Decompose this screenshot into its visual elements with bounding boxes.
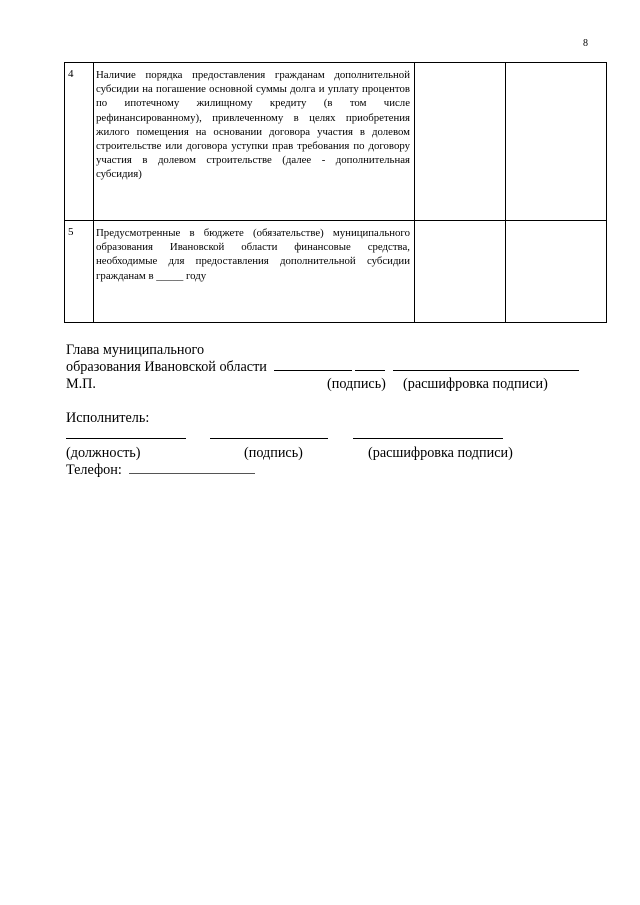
- executor-decoding-caption: (расшифровка подписи): [368, 445, 513, 461]
- row-number: 4: [65, 63, 94, 221]
- signature-line: [274, 358, 352, 371]
- criteria-table: [64, 62, 607, 323]
- signature-caption: (подпись): [327, 376, 386, 392]
- executor-lines: [66, 426, 503, 444]
- head-title-line2-text: образования Ивановской области: [66, 359, 267, 375]
- head-title-line1: Глава муниципального: [66, 342, 205, 358]
- value-cell: [506, 63, 607, 221]
- table-row: [65, 221, 607, 323]
- value-cell: [506, 221, 607, 323]
- criterion-text: Наличие порядка предоставления гражданам дополнительной субсидии на погашение основной суммы долга и уплату процентов по ипотечному жилищному кредиту (в том числе рефинансированному), привлеченному в целях приобретения жилого помещения на основании договора участия в долевом строительстве или договора уступки прав требования по договору участия в долевом строительстве (далее - дополнительная субсидия): [94, 63, 415, 221]
- value-cell: [415, 221, 506, 323]
- position-line: [66, 426, 186, 439]
- executor-signature-line: [210, 426, 328, 439]
- criterion-text: Предусмотренные в бюджете (обязательстве) муниципального образования Ивановской области финансовые средства, необходимые для предоставления дополнительной субсидии гражданам в _____ году: [94, 221, 415, 323]
- phone-label: Телефон:: [66, 462, 122, 478]
- row-number: 5: [65, 221, 94, 323]
- phone-line: [129, 461, 255, 474]
- decoding-line: [393, 358, 579, 371]
- position-caption: (должность): [66, 445, 141, 461]
- stamp-mark: М.П.: [66, 376, 96, 392]
- executor-signature-caption: (подпись): [244, 445, 303, 461]
- head-title-line2: [66, 358, 579, 376]
- phone-row: [66, 461, 255, 479]
- decoding-caption: (расшифровка подписи): [403, 376, 548, 392]
- table-row: [65, 63, 607, 221]
- executor-decoding-line: [353, 426, 503, 439]
- executor-title: Исполнитель:: [66, 410, 150, 426]
- page-number: 8: [583, 38, 588, 49]
- signature-line-extension: [355, 358, 385, 371]
- value-cell: [415, 63, 506, 221]
